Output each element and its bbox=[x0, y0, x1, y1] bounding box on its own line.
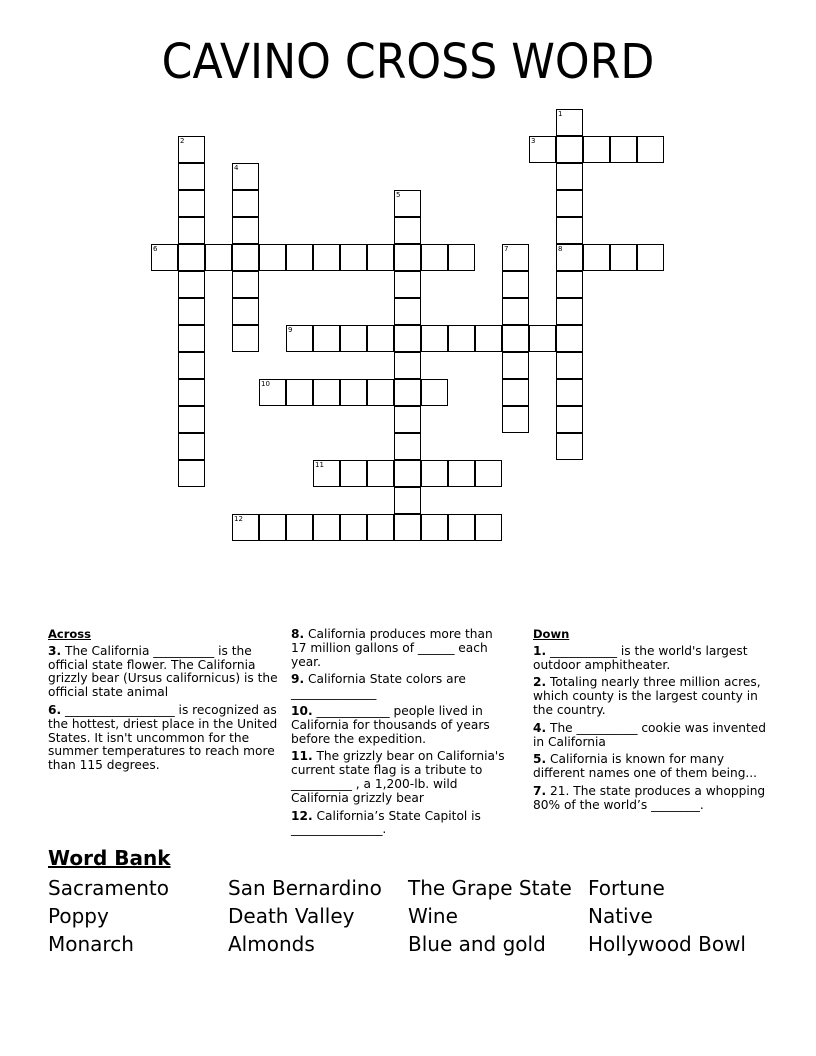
crossword-cell[interactable] bbox=[475, 325, 502, 352]
clue-across-12: 12. California’s State Capitol is _______________. bbox=[291, 808, 481, 837]
crossword-cell[interactable] bbox=[178, 379, 205, 406]
cell-number: 6 bbox=[153, 245, 158, 253]
crossword-cell[interactable] bbox=[556, 109, 583, 136]
crossword-cell[interactable] bbox=[556, 217, 583, 244]
puzzle-title: CAVINO CROSS WORD bbox=[161, 34, 655, 90]
crossword-cell[interactable] bbox=[475, 514, 502, 541]
crossword-cell[interactable] bbox=[502, 271, 529, 298]
crossword-cell[interactable] bbox=[556, 379, 583, 406]
clue-across-10: 10. ____________ people lived in California for thousands of years before the expedition. bbox=[291, 703, 490, 746]
crossword-cell[interactable] bbox=[286, 325, 313, 352]
word-bank-item: Fortune bbox=[588, 876, 665, 900]
crossword-cell[interactable] bbox=[448, 325, 475, 352]
crossword-cell[interactable] bbox=[637, 244, 664, 271]
cell-number: 11 bbox=[315, 461, 324, 469]
crossword-cell[interactable] bbox=[232, 163, 259, 190]
crossword-cell[interactable] bbox=[556, 298, 583, 325]
cell-number: 5 bbox=[396, 191, 401, 199]
crossword-cell[interactable] bbox=[367, 514, 394, 541]
crossword-cell[interactable] bbox=[394, 514, 421, 541]
crossword-cell[interactable] bbox=[178, 325, 205, 352]
crossword-cell[interactable] bbox=[367, 244, 394, 271]
crossword-cell[interactable] bbox=[583, 136, 610, 163]
clue-across-9: 9. California State colors are ______________ bbox=[291, 672, 466, 701]
crossword-cell[interactable] bbox=[178, 271, 205, 298]
crossword-cell[interactable] bbox=[178, 217, 205, 244]
crossword-cell[interactable] bbox=[610, 136, 637, 163]
clue-across-8: 8. California produces more than 17 million gallons of ______ each year. bbox=[291, 627, 493, 669]
crossword-cell[interactable] bbox=[394, 190, 421, 217]
crossword-cell[interactable] bbox=[232, 514, 259, 541]
crossword-cell[interactable] bbox=[556, 325, 583, 352]
crossword-cell[interactable] bbox=[421, 325, 448, 352]
cell-number: 9 bbox=[288, 326, 293, 334]
crossword-cell[interactable] bbox=[556, 244, 583, 271]
crossword-cell[interactable] bbox=[421, 244, 448, 271]
crossword-cell[interactable] bbox=[421, 514, 448, 541]
crossword-cell[interactable] bbox=[259, 379, 286, 406]
clue-down-4: 4. The __________ cookie was invented in California bbox=[533, 720, 766, 749]
clue-down-1: 1. ___________ is the world's largest outdoor amphitheater. bbox=[533, 643, 748, 672]
crossword-cell[interactable] bbox=[394, 379, 421, 406]
crossword-cell[interactable] bbox=[610, 244, 637, 271]
crossword-cell[interactable] bbox=[367, 460, 394, 487]
crossword-cell[interactable] bbox=[502, 325, 529, 352]
crossword-cell[interactable] bbox=[232, 190, 259, 217]
cell-number: 10 bbox=[261, 380, 270, 388]
clue-down-5: 5. California is known for many different names one of them being... bbox=[533, 752, 758, 781]
cell-number: 8 bbox=[558, 245, 563, 253]
word-bank-heading: Word Bank bbox=[48, 846, 171, 870]
crossword-cell[interactable] bbox=[502, 244, 529, 271]
crossword-cell[interactable] bbox=[583, 244, 610, 271]
crossword-cell[interactable] bbox=[178, 352, 205, 379]
crossword-cell[interactable] bbox=[313, 379, 340, 406]
across-heading: Across bbox=[48, 627, 91, 641]
crossword-cell[interactable] bbox=[394, 244, 421, 271]
word-bank-item: Blue and gold bbox=[408, 932, 546, 956]
crossword-cell[interactable] bbox=[313, 460, 340, 487]
crossword-cell[interactable] bbox=[394, 217, 421, 244]
crossword-cell[interactable] bbox=[178, 136, 205, 163]
crossword-cell[interactable] bbox=[394, 433, 421, 460]
cell-number: 12 bbox=[234, 515, 243, 523]
crossword-cell[interactable] bbox=[178, 460, 205, 487]
crossword-cell[interactable] bbox=[394, 406, 421, 433]
crossword-cell[interactable] bbox=[367, 379, 394, 406]
crossword-cell[interactable] bbox=[448, 244, 475, 271]
crossword-cell[interactable] bbox=[448, 514, 475, 541]
crossword-cell[interactable] bbox=[232, 244, 259, 271]
crossword-cell[interactable] bbox=[340, 325, 367, 352]
clue-across-11: 11. The grizzly bear on California's current state flag is a tribute to __________ , a 1,200-lb. wild California grizzly bear bbox=[291, 749, 505, 805]
crossword-cell[interactable] bbox=[394, 460, 421, 487]
cell-number: 1 bbox=[558, 110, 563, 118]
crossword-cell[interactable] bbox=[529, 325, 556, 352]
crossword-cell[interactable] bbox=[394, 271, 421, 298]
down-clues-column bbox=[533, 628, 773, 817]
crossword-cell[interactable] bbox=[502, 406, 529, 433]
crossword-cell[interactable] bbox=[556, 433, 583, 460]
cell-number: 7 bbox=[504, 245, 509, 253]
crossword-cell[interactable] bbox=[232, 298, 259, 325]
word-bank-item: Hollywood Bowl bbox=[588, 932, 746, 956]
crossword-cell[interactable] bbox=[232, 217, 259, 244]
crossword-cell[interactable] bbox=[340, 244, 367, 271]
down-heading: Down bbox=[533, 627, 570, 641]
cell-number: 2 bbox=[180, 137, 185, 145]
word-bank-item: San Bernardino bbox=[228, 876, 382, 900]
crossword-cell[interactable] bbox=[556, 406, 583, 433]
cell-number: 4 bbox=[234, 164, 239, 172]
crossword-cell[interactable] bbox=[394, 487, 421, 514]
crossword-cell[interactable] bbox=[313, 244, 340, 271]
crossword-cell[interactable] bbox=[502, 379, 529, 406]
crossword-cell[interactable] bbox=[502, 352, 529, 379]
word-bank-item: Native bbox=[588, 904, 653, 928]
crossword-cell[interactable] bbox=[313, 325, 340, 352]
crossword-cell[interactable] bbox=[340, 379, 367, 406]
crossword-cell[interactable] bbox=[178, 433, 205, 460]
crossword-cell[interactable] bbox=[340, 460, 367, 487]
crossword-cell[interactable] bbox=[286, 514, 313, 541]
crossword-cell[interactable] bbox=[394, 352, 421, 379]
crossword-cell[interactable] bbox=[178, 298, 205, 325]
crossword-cell[interactable] bbox=[637, 136, 664, 163]
word-bank-item: Monarch bbox=[48, 932, 134, 956]
word-bank-item: Death Valley bbox=[228, 904, 355, 928]
crossword-cell[interactable] bbox=[286, 379, 313, 406]
word-bank-item: Wine bbox=[408, 904, 458, 928]
clue-down-2: 2. Totaling nearly three million acres, which county is the largest county in the country. bbox=[533, 675, 761, 717]
clue-across-6: 6. __________________ is recognized as the hottest, driest place in the United States. It isn't uncommon for the summer temperatures to reach more than 115 degrees. bbox=[48, 702, 278, 773]
crossword-cell[interactable] bbox=[421, 460, 448, 487]
across-clues-column-2 bbox=[291, 628, 511, 841]
crossword-cell[interactable] bbox=[313, 514, 340, 541]
word-bank-item: The Grape State bbox=[408, 876, 572, 900]
crossword-cell[interactable] bbox=[205, 244, 232, 271]
crossword-cell[interactable] bbox=[475, 460, 502, 487]
crossword-cell[interactable] bbox=[556, 136, 583, 163]
crossword-cell[interactable] bbox=[502, 298, 529, 325]
crossword-cell[interactable] bbox=[421, 379, 448, 406]
crossword-cell[interactable] bbox=[556, 271, 583, 298]
word-bank-item: Sacramento bbox=[48, 876, 169, 900]
clue-down-7: 7. 21. The state produces a whopping 80% of the world’s ________. bbox=[533, 783, 766, 812]
crossword-cell[interactable] bbox=[232, 325, 259, 352]
crossword-cell[interactable] bbox=[367, 325, 394, 352]
crossword-cell[interactable] bbox=[259, 514, 286, 541]
crossword-cell[interactable] bbox=[178, 244, 205, 271]
crossword-cell[interactable] bbox=[178, 406, 205, 433]
crossword-cell[interactable] bbox=[259, 244, 286, 271]
crossword-cell[interactable] bbox=[448, 460, 475, 487]
word-bank-item: Almonds bbox=[228, 932, 315, 956]
across-clues-column bbox=[48, 628, 284, 777]
crossword-cell[interactable] bbox=[394, 298, 421, 325]
crossword-cell[interactable] bbox=[556, 352, 583, 379]
clue-across-3: 3. The California __________ is the official state flower. The California grizzly bear (Ursus californicus) is the official state animal bbox=[48, 643, 278, 700]
crossword-cell[interactable] bbox=[232, 271, 259, 298]
crossword-cell[interactable] bbox=[394, 325, 421, 352]
crossword-cell[interactable] bbox=[529, 136, 556, 163]
crossword-cell[interactable] bbox=[340, 514, 367, 541]
cell-number: 3 bbox=[531, 137, 536, 145]
word-bank-item: Poppy bbox=[48, 904, 109, 928]
crossword-cell[interactable] bbox=[151, 244, 178, 271]
crossword-cell[interactable] bbox=[286, 244, 313, 271]
crossword-cell[interactable] bbox=[556, 163, 583, 190]
crossword-cell[interactable] bbox=[178, 190, 205, 217]
crossword-cell[interactable] bbox=[178, 163, 205, 190]
crossword-cell[interactable] bbox=[556, 190, 583, 217]
